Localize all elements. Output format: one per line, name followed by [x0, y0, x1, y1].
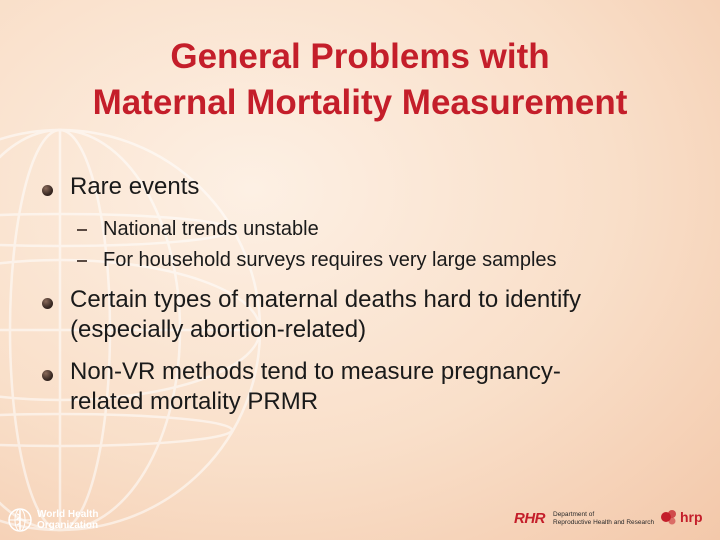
hrp-logo-icon [660, 508, 678, 526]
who-line-1: World Health [37, 509, 99, 520]
sub-bullet-household-surveys: For household surveys requires very large samples [103, 249, 557, 271]
bullet-line: (especially abortion-related) [70, 316, 367, 343]
slide-title [20, 34, 700, 126]
sub-bullet-dash-icon [77, 229, 87, 231]
bullet-line: Non-VR methods tend to measure pregnancy- [70, 358, 561, 385]
bullet-line: related mortality PRMR [70, 388, 319, 415]
sub-bullet-national-trends: National trends unstable [103, 218, 319, 240]
bullet-rare-events: Rare events [70, 173, 200, 200]
hrp-logo [660, 508, 703, 526]
who-wordmark [37, 509, 98, 531]
sub-bullet-dash-icon [77, 260, 87, 262]
rhr-line-2: Reproductive Health and Research [553, 518, 655, 526]
bullet-dot-icon [42, 298, 53, 309]
bullet-dot-icon [42, 185, 53, 196]
title-line-1: General Problems with [170, 37, 550, 76]
bullet-line: Certain types of maternal deaths hard to identify [70, 286, 581, 313]
bullet-maternal-deaths [70, 285, 581, 345]
rhr-department [553, 511, 654, 527]
rhr-logo [514, 510, 654, 527]
bullet-dot-icon [42, 370, 53, 381]
title-line-2: Maternal Mortality Measurement [92, 83, 628, 122]
hrp-wordmark: hrp [680, 509, 703, 525]
who-line-2: Organization [37, 520, 99, 531]
bullet-non-vr-methods [70, 357, 561, 417]
rhr-line-1: Department of [553, 510, 595, 518]
who-emblem-icon [6, 506, 34, 534]
rhr-wordmark: RHR [514, 510, 545, 527]
who-logo [6, 506, 98, 534]
